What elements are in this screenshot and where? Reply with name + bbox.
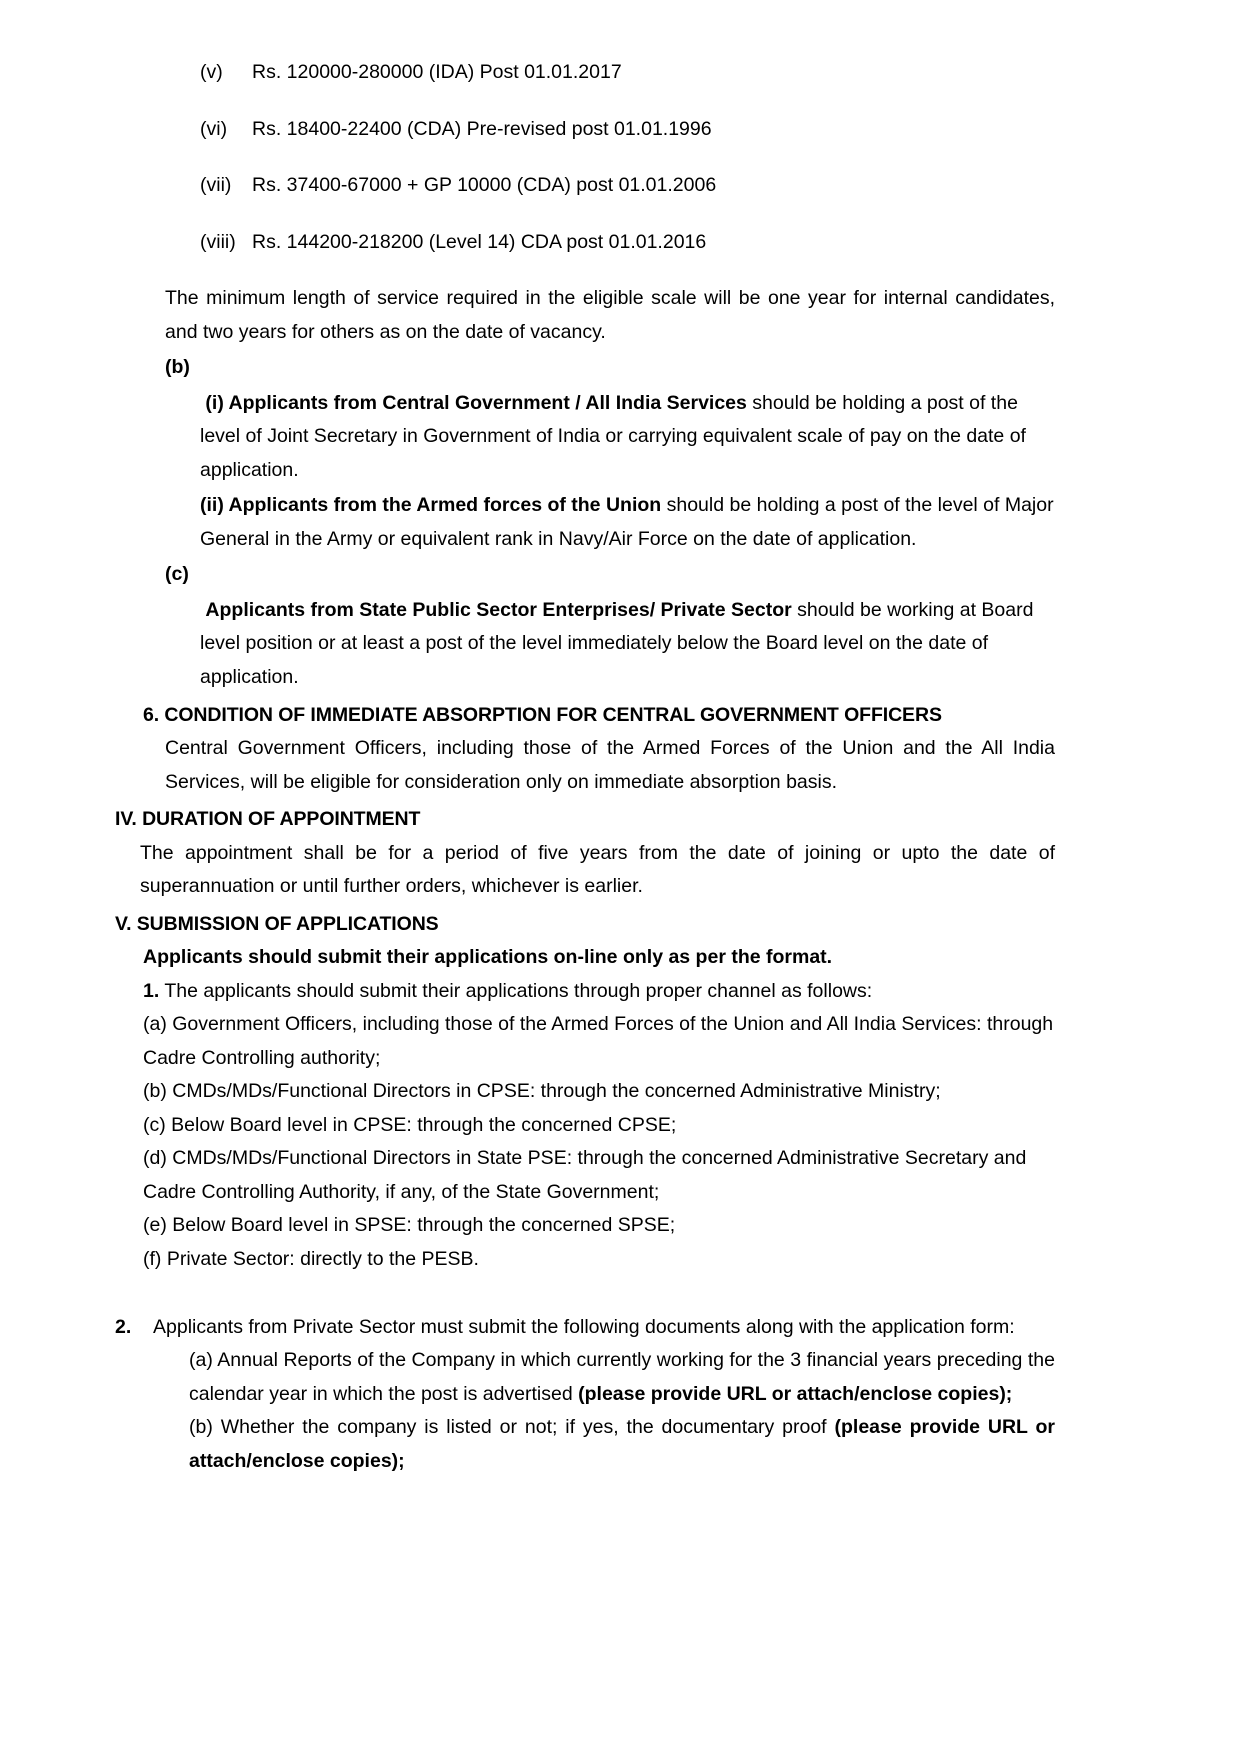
clause-c-rest: should be working at Board level position or at least a post of the level immediately below the Board level on the date of application. <box>200 598 1034 688</box>
section-V-item-1-number: 1. <box>143 979 160 1002</box>
section-V-item-1 <box>115 975 1055 1009</box>
section-V-item-2b-normal: Whether the company is listed or not; if yes, the documentary proof <box>220 1416 835 1439</box>
roman-numeral: (viii) <box>200 230 236 253</box>
section-V-item-2a <box>153 1344 1055 1411</box>
list-item: (b) CMDs/MDs/Functional Directors in CPSE: through the concerned Administrative Ministry; <box>143 1080 941 1103</box>
section-V-bold-line: Applicants should submit their applications on-line only as per the format. <box>143 946 833 969</box>
pay-scale-text: Rs. 120000-280000 (IDA) Post 01.01.2017 <box>252 61 622 83</box>
roman-numeral: (v) <box>200 61 223 83</box>
section-6-heading: 6. CONDITION OF IMMEDIATE ABSORPTION FOR CENTRAL GOVERNMENT OFFICERS <box>143 703 942 726</box>
clause-c-bold: Applicants from State Public Sector Enterprises/ Private Sector <box>205 598 792 621</box>
list-item <box>115 226 1055 260</box>
section-IV-heading: IV. DURATION OF APPOINTMENT <box>115 808 421 831</box>
section-V-heading: V. SUBMISSION OF APPLICATIONS <box>115 912 439 935</box>
list-item: (f) Private Sector: directly to the PESB. <box>143 1248 479 1270</box>
section-V-sub-list <box>115 1008 1055 1276</box>
clause-b-item-i-rest: should be holding a post of the level of Joint Secretary in Government of India or carrying equivalent scale of pay on the date of application. <box>200 391 1026 481</box>
pay-scale-text: Rs. 18400-22400 (CDA) Pre-revised post 01.01.1996 <box>252 117 712 140</box>
clause-b-item-ii-bold: Applicants from the Armed forces of the Union <box>228 494 662 517</box>
section-V-item-2a-bold: (please provide URL or attach/enclose copies); <box>578 1382 1013 1405</box>
pay-scale-text: Rs. 37400-67000 + GP 10000 (CDA) post 01.01.2006 <box>252 174 717 197</box>
list-item <box>115 56 1055 90</box>
clause-c-text <box>115 594 1055 695</box>
section-V-item-2-number: 2. <box>115 1315 132 1338</box>
roman-numeral: (vii) <box>200 174 232 197</box>
pay-scale-text: Rs. 144200-218200 (Level 14) CDA post 01.01.2016 <box>252 230 707 253</box>
clause-b-item-i-marker-text: (i) <box>205 391 224 414</box>
list-item: (a) Government Officers, including those of the Armed Forces of the Union and All India Services: through Cadre Controlling authority; <box>143 1013 1054 1069</box>
section-IV-body: The appointment shall be for a period of five years from the date of joining or upto the date of superannuation or until further orders, whichever is earlier. <box>140 841 1055 898</box>
pay-scale-list <box>115 56 1055 259</box>
clause-b-label: (b) <box>165 356 190 379</box>
section-V-item-2 <box>115 1311 1055 1479</box>
clause-b-item-ii-rest: should be holding a post of the level of Major General in the Army or equivalent rank in Navy/Air Force on the date of application. <box>200 494 1054 550</box>
clause-b-item-i <box>115 387 1055 488</box>
list-item: (d) CMDs/MDs/Functional Directors in State PSE: through the concerned Administrative Secretary and Cadre Controlling Authority, if any, of the State Government; <box>143 1147 1027 1203</box>
minimum-service-paragraph: The minimum length of service required in the eligible scale will be one year for internal candidates, and two years for others as on the date of vacancy. <box>165 287 1055 343</box>
section-V-item-2a-marker: (a) <box>189 1349 218 1372</box>
section-V-item-2b-bold: (please provide URL or attach/enclose copies); <box>189 1416 1056 1472</box>
section-V-item-2a-normal: Annual Reports of the Company in which currently working for the 3 financial years preceding the calendar year in which the post is advertised <box>189 1349 1055 1405</box>
section-V-item-2b-marker: (b) <box>189 1416 221 1439</box>
clause-c-label: (c) <box>165 563 189 586</box>
list-item: (c) Below Board level in CPSE: through the concerned CPSE; <box>143 1113 677 1136</box>
roman-numeral: (vi) <box>200 117 228 140</box>
clause-b-item-i-bold: Applicants from Central Government / All India Services <box>228 391 747 414</box>
section-6-body: Central Government Officers, including those of the Armed Forces of the Union and the All India Services, will be eligible for consideration only on immediate absorption basis. <box>165 737 1055 793</box>
clause-b-item-ii-marker-text: (ii) <box>200 494 224 517</box>
section-V-item-2b <box>153 1411 1055 1478</box>
section-V-item-2-content <box>153 1311 1055 1479</box>
clause-b-item-ii <box>115 489 1055 556</box>
list-item <box>115 113 1055 147</box>
section-V-item-1-text: The applicants should submit their applications through proper channel as follows: <box>159 979 873 1002</box>
list-item <box>115 169 1055 203</box>
section-V-item-2-text: Applicants from Private Sector must submit the following documents along with the application form: <box>153 1315 1015 1338</box>
list-item: (e) Below Board level in SPSE: through the concerned SPSE; <box>143 1214 676 1237</box>
